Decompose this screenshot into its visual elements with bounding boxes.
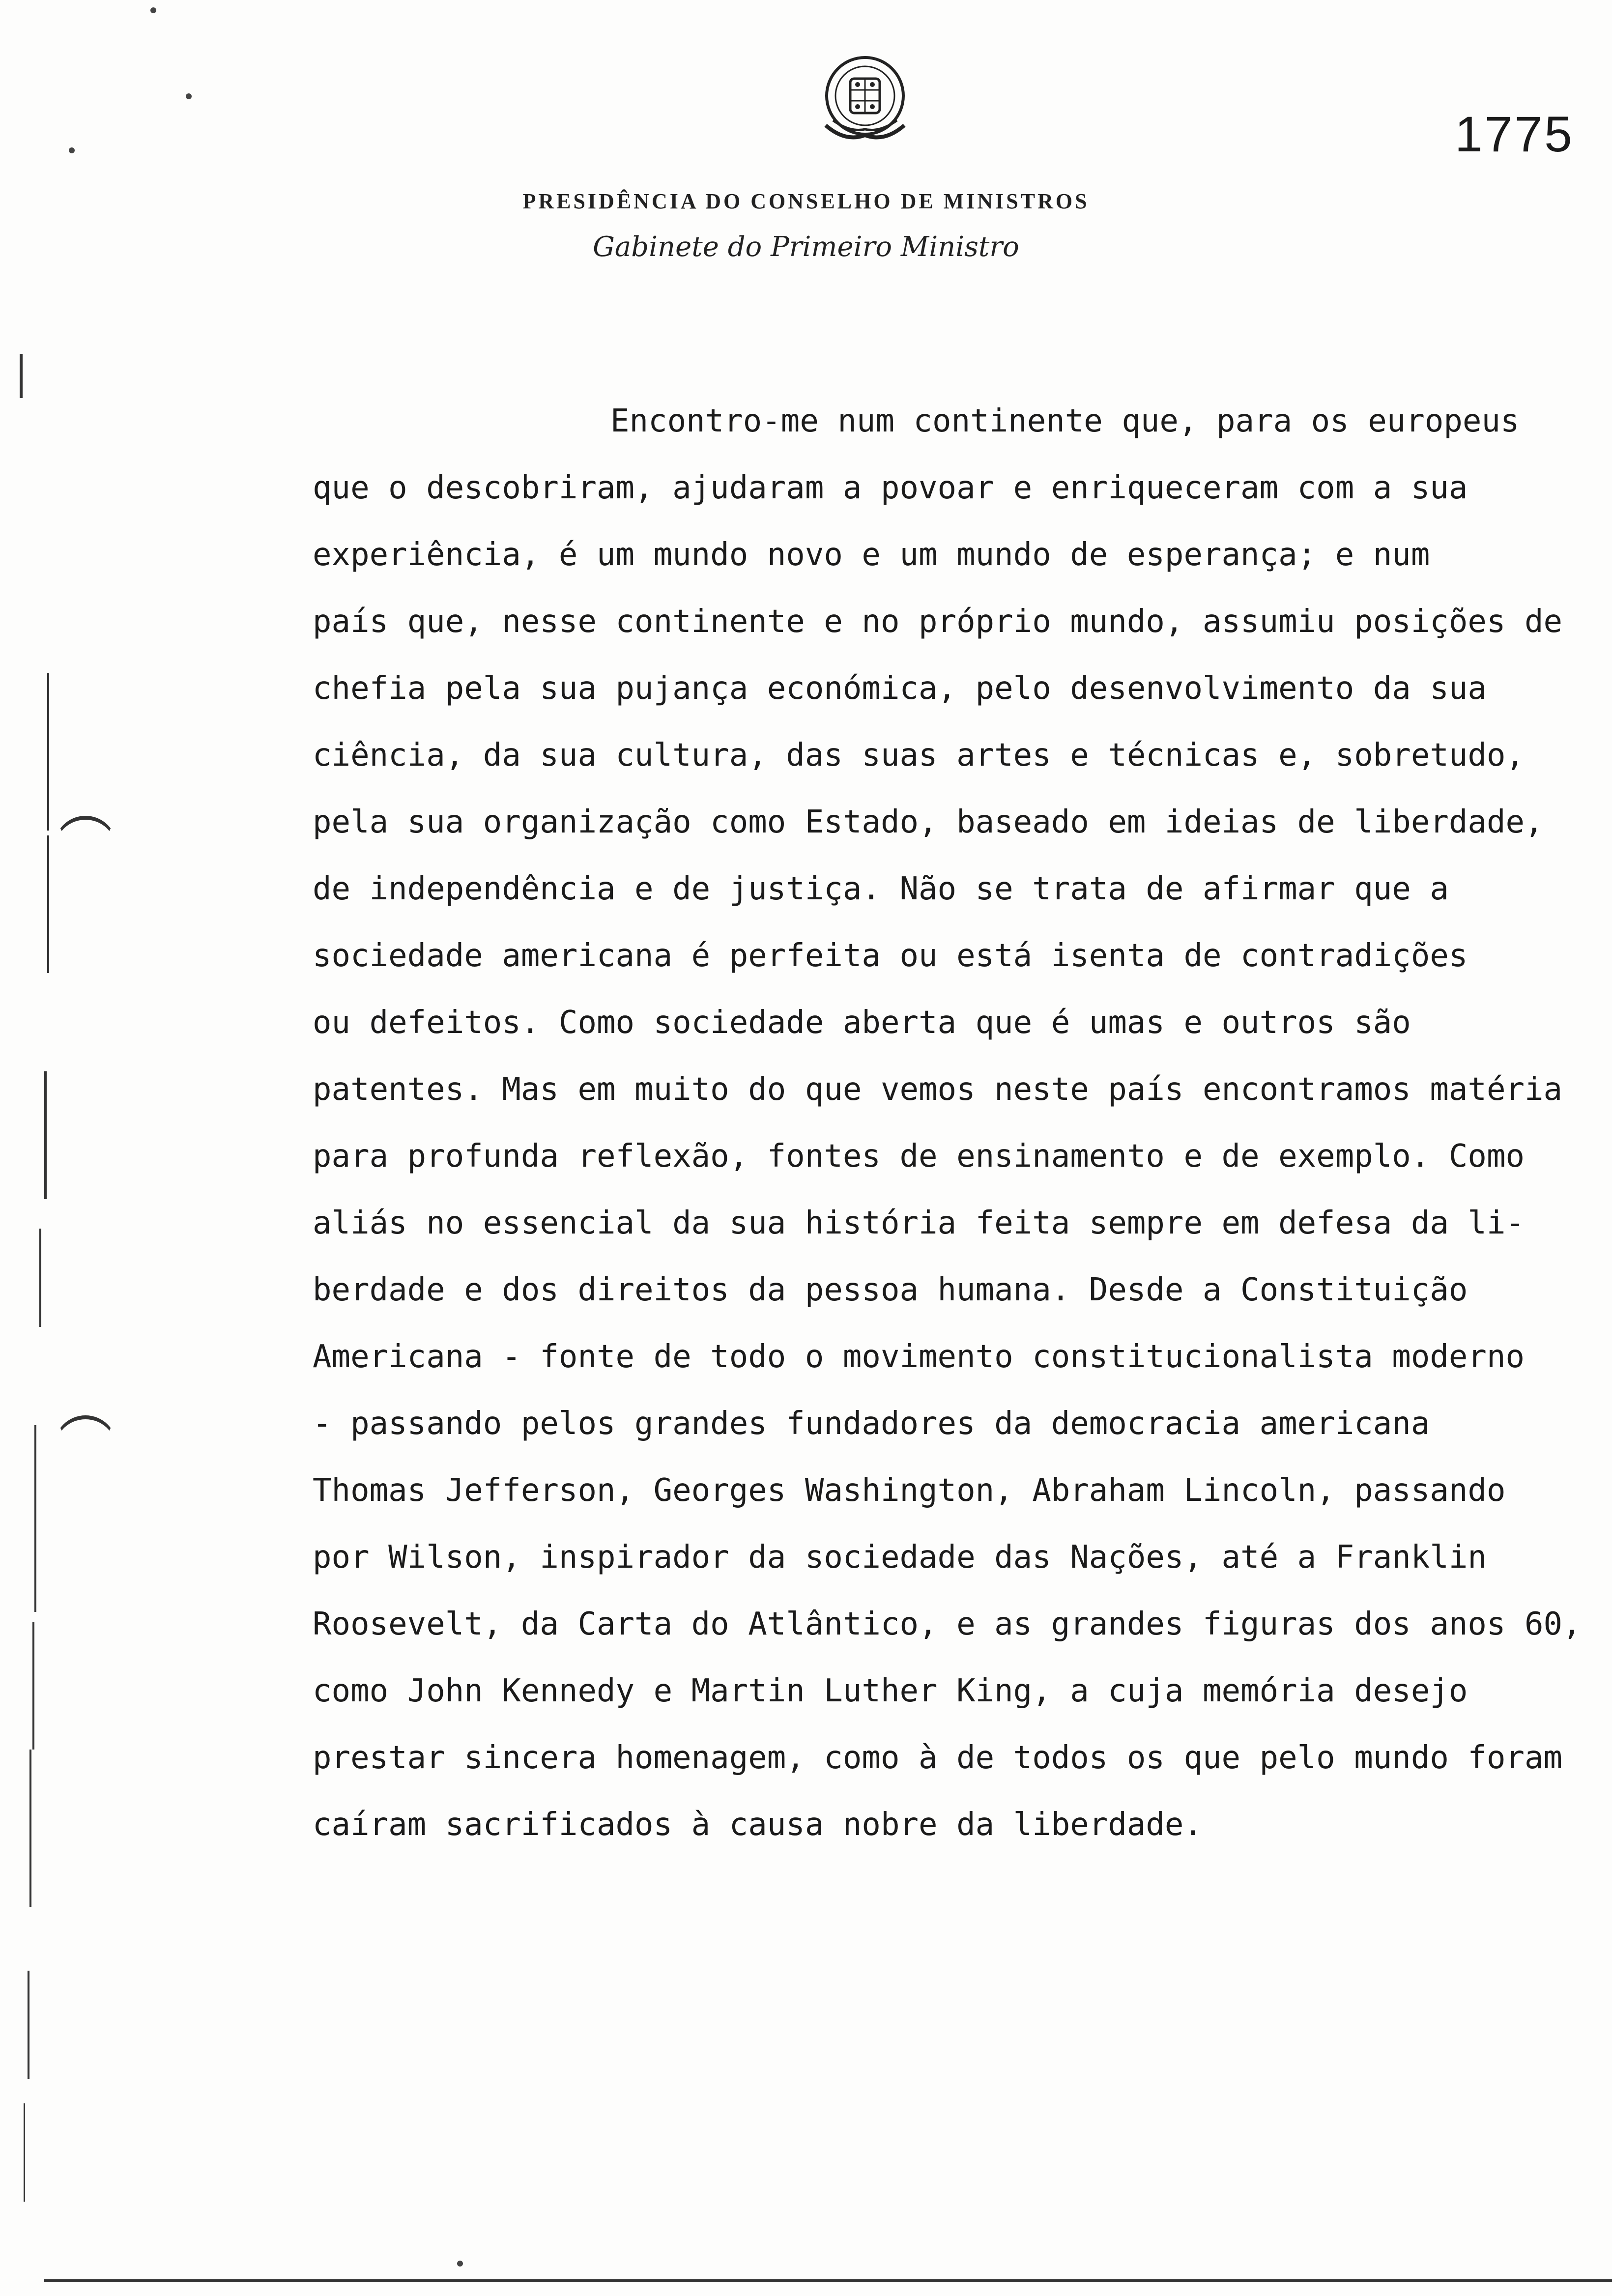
- text-line: aliás no essencial da sua história feita sempre em defesa da li-: [313, 1205, 1525, 1241]
- text-line: berdade e dos direitos da pessoa humana. Desde a Constituição: [313, 1272, 1468, 1308]
- text-line: Roosevelt, da Carta do Atlântico, e as grandes figuras dos anos 60,: [313, 1606, 1582, 1642]
- speck-mark: [186, 93, 192, 99]
- text-line: prestar sincera homenagem, como à de todos os que pelo mundo foram: [313, 1740, 1563, 1776]
- text-line: de independência e de justiça. Não se trata de afirmar que a: [313, 871, 1449, 907]
- binding-mark: [47, 673, 49, 831]
- text-line: sociedade americana é perfeita ou está isenta de contradições: [313, 938, 1468, 974]
- binding-mark: [39, 1229, 41, 1327]
- text-line: país que, nesse continente e no próprio mundo, assumiu posições de: [313, 603, 1563, 640]
- binding-mark: [34, 1425, 36, 1612]
- binding-mark: [29, 1750, 31, 1907]
- text-line: caíram sacrificados à causa nobre da liberdade.: [313, 1807, 1203, 1843]
- punch-hole-mark: [54, 816, 117, 879]
- text-line: experiência, é um mundo novo e um mundo de esperança; e num: [313, 537, 1430, 573]
- speck-mark: [69, 147, 75, 153]
- text-line: patentes. Mas em muito do que vemos neste país encontramos matéria: [313, 1071, 1563, 1108]
- text-line: - passando pelos grandes fundadores da democracia americana: [313, 1406, 1430, 1442]
- text-line: Encontro-me num continente que, para os europeus: [610, 403, 1520, 439]
- binding-mark: [47, 835, 49, 973]
- text-line: que o descobriram, ajudaram a povoar e enriqueceram com a sua: [313, 470, 1468, 506]
- speck-mark: [150, 7, 156, 13]
- binding-mark: [28, 1971, 29, 2079]
- text-line: para profunda reflexão, fontes de ensinamento e de exemplo. Como: [313, 1138, 1525, 1175]
- punch-hole-mark: [54, 1415, 117, 1478]
- text-line: Americana - fonte de todo o movimento constitucionalista moderno: [313, 1339, 1525, 1375]
- text-line: ciência, da sua cultura, das suas artes e técnicas e, sobretudo,: [313, 737, 1525, 774]
- text-line: como John Kennedy e Martin Luther King, a cuja memória desejo: [313, 1673, 1468, 1709]
- text-line: Thomas Jefferson, Georges Washington, Abraham Lincoln, passando: [313, 1472, 1506, 1509]
- page-number: 1775: [1455, 106, 1574, 162]
- coat-of-arms-icon: [816, 52, 914, 150]
- text-line: chefia pela sua pujança económica, pelo desenvolvimento da sua: [313, 670, 1487, 707]
- binding-mark: [44, 1071, 47, 1199]
- text-line: ou defeitos. Como sociedade aberta que é umas e outros são: [313, 1004, 1411, 1041]
- institution-heading: PRESIDÊNCIA DO CONSELHO DE MINISTROS: [522, 189, 1090, 213]
- bottom-edge-line: [44, 2279, 1612, 2282]
- binding-mark: [20, 354, 23, 398]
- binding-mark: [24, 2103, 25, 2202]
- speck-mark: [457, 2261, 463, 2267]
- text-line: por Wilson, inspirador da sociedade das Nações, até a Franklin: [313, 1539, 1487, 1576]
- text-line: pela sua organização como Estado, baseado em ideias de liberdade,: [313, 804, 1544, 840]
- binding-mark: [32, 1622, 34, 1750]
- office-subheading: Gabinete do Primeiro Ministro: [593, 231, 1019, 263]
- body-text: [313, 399, 1600, 1869]
